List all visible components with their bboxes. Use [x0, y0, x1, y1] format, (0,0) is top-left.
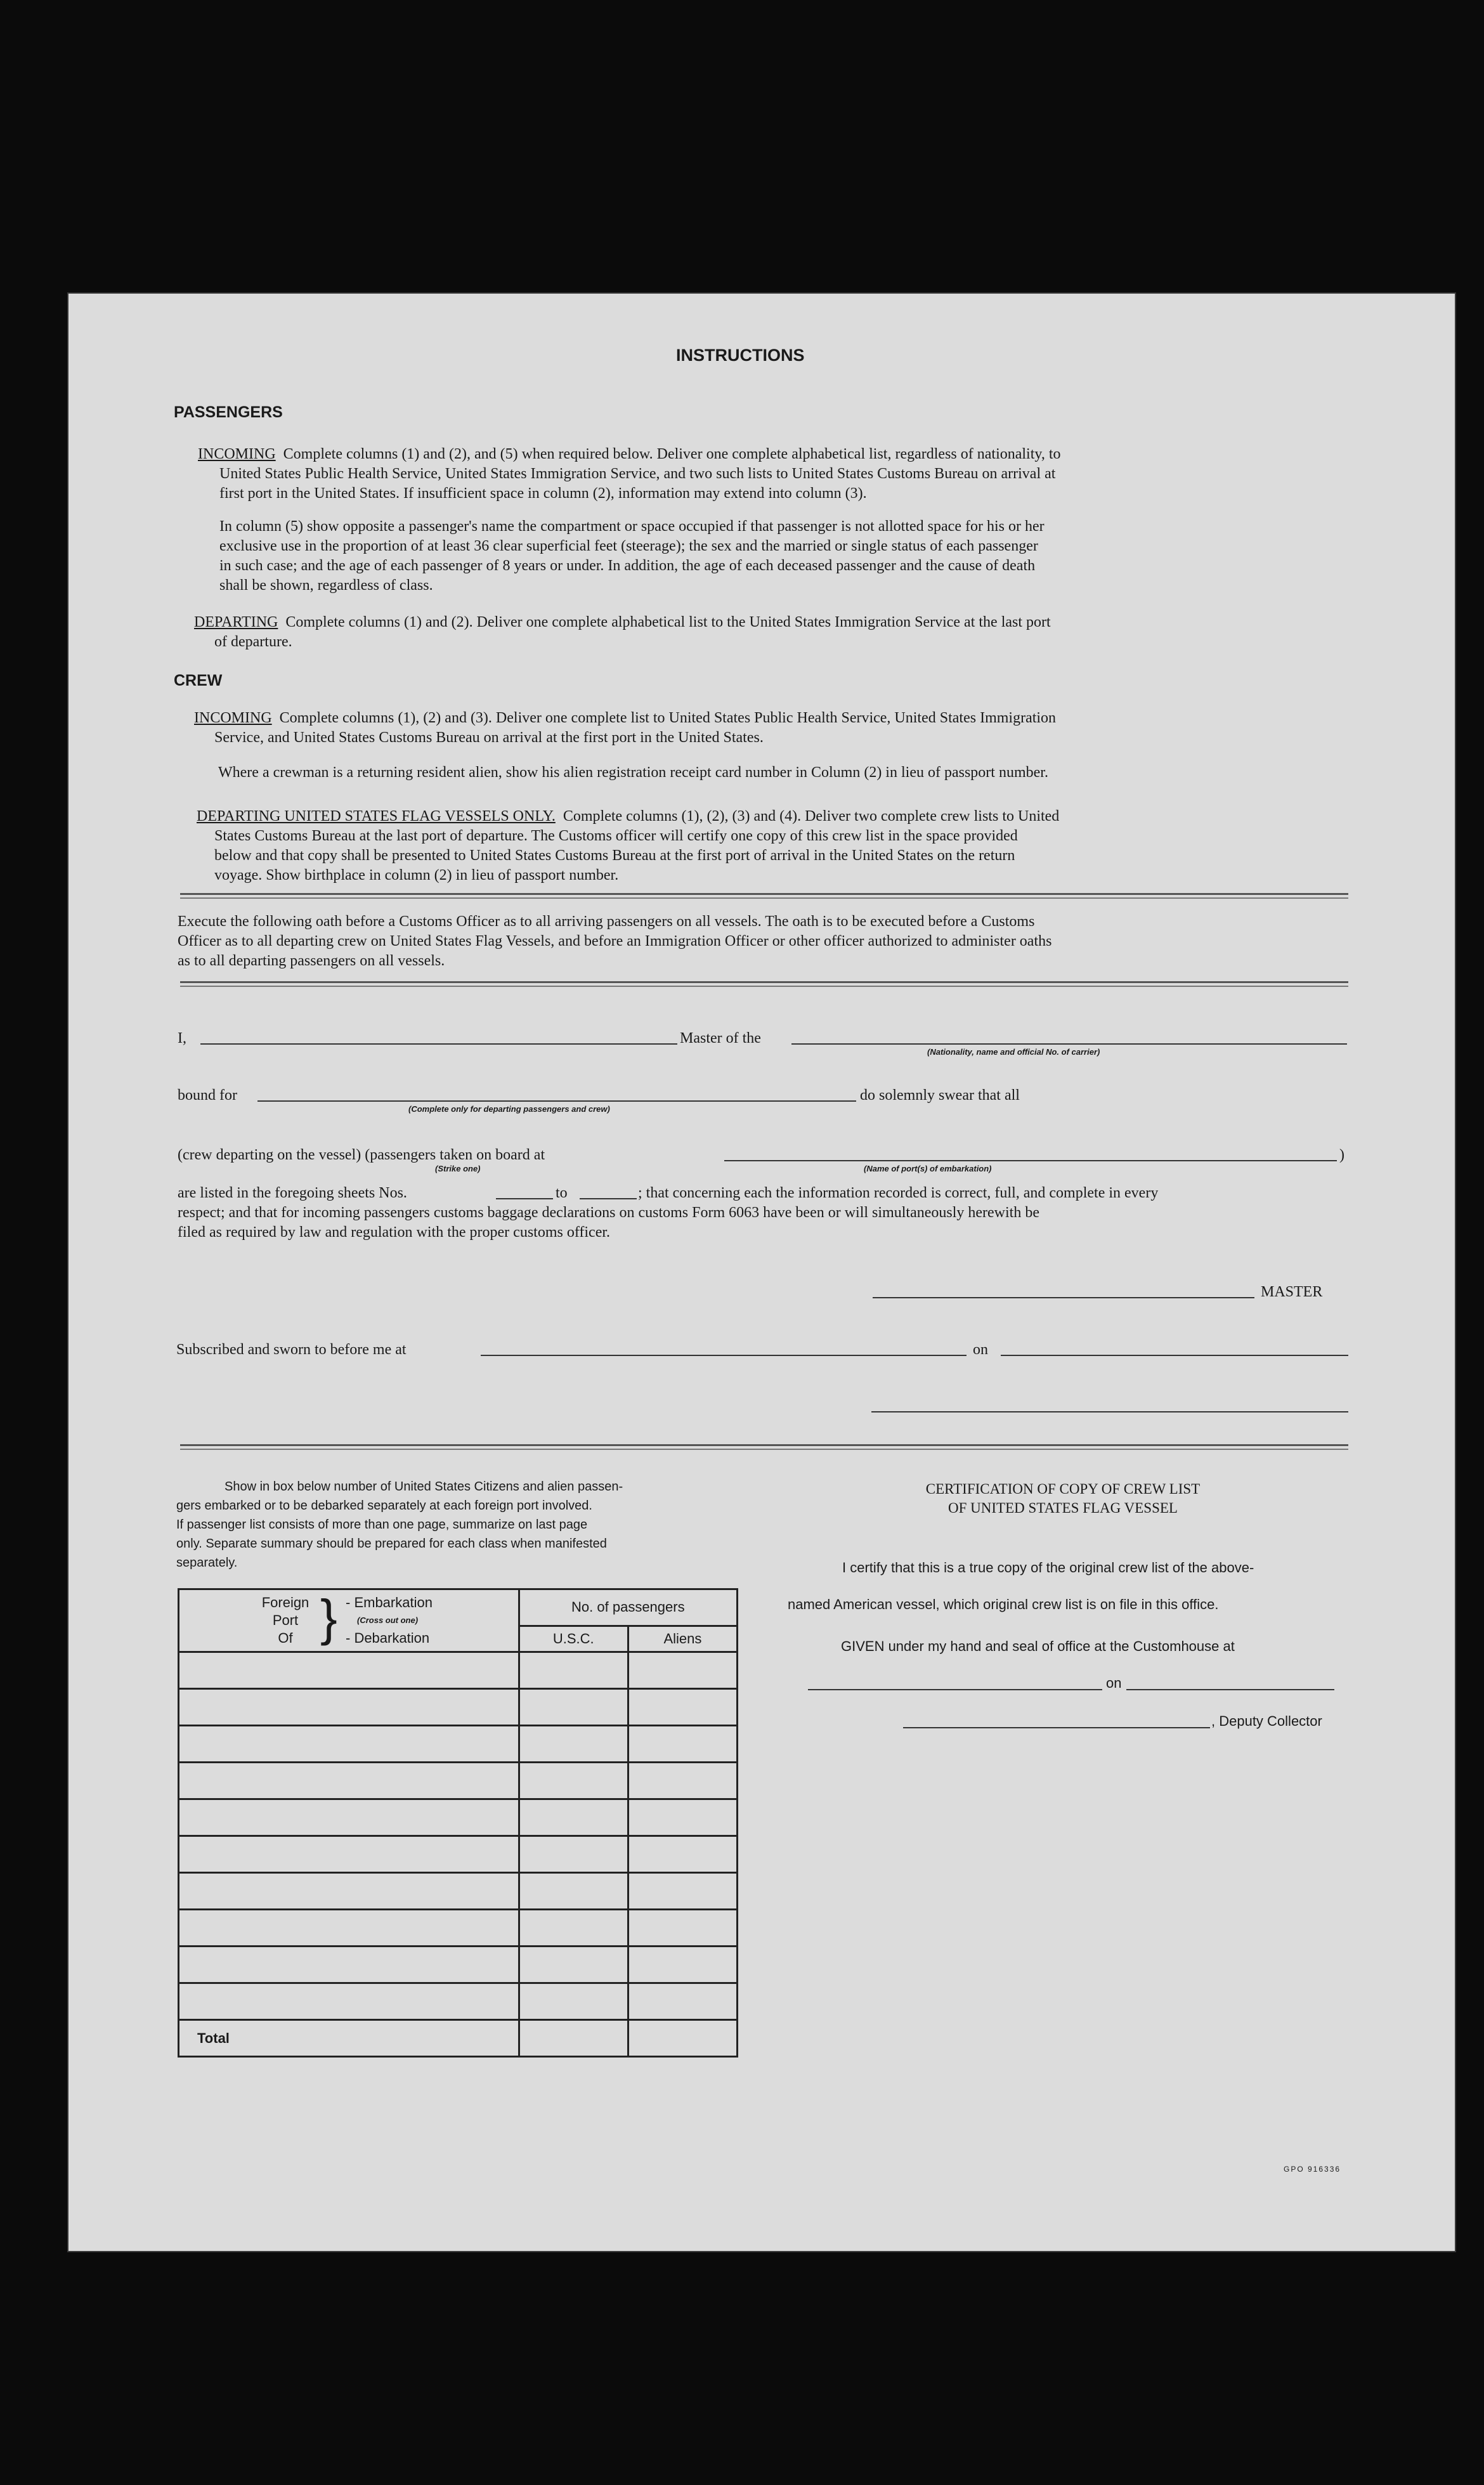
usc-cell[interactable] — [519, 1983, 628, 2020]
page-title: INSTRUCTIONS — [676, 346, 805, 365]
sworn-place-field[interactable] — [481, 1355, 967, 1356]
text-line: as to all departing passengers on all vessels. — [178, 953, 445, 969]
crew-heading: CREW — [174, 672, 223, 689]
customhouse-field[interactable] — [808, 1689, 1102, 1690]
text-line: voyage. Show birthplace in column (2) in lieu of passport number. — [214, 867, 619, 884]
text-line: only. Separate summary should be prepared for each class when manifested — [176, 1537, 607, 1551]
text-line: Complete columns (1) and (2), and (5) when required below. Deliver one complete alphabetical list, regardless of nationality, to — [283, 446, 1061, 462]
usc-cell[interactable] — [519, 1873, 628, 1910]
usc-cell[interactable] — [519, 1947, 628, 1983]
aliens-cell[interactable] — [628, 1763, 737, 1799]
port-cell[interactable] — [179, 1836, 519, 1873]
usc-total-cell[interactable] — [519, 2020, 628, 2057]
debarkation-label: - Debarkation — [346, 1630, 430, 1646]
crew-departing — [197, 807, 1059, 826]
text-line: OF UNITED STATES FLAG VESSEL — [948, 1500, 1178, 1516]
text-line: first port in the United States. If insufficient space in column (2), information may extend into column (3). — [219, 485, 867, 502]
text-line: shall be shown, regardless of class. — [219, 577, 433, 594]
total-label: Total — [179, 2020, 519, 2057]
port-cell[interactable] — [179, 1799, 519, 1836]
divider — [180, 981, 1348, 987]
aliens-cell[interactable] — [628, 1689, 737, 1726]
form-page — [67, 292, 1456, 2252]
passengers-header: No. of passengers — [519, 1589, 737, 1626]
embarkation-port-field[interactable] — [724, 1160, 1337, 1161]
port-cell[interactable] — [179, 1910, 519, 1947]
text-line: exclusive use in the proportion of at least 36 clear superficial feet (steerage); the sex and the married or single status of each passenger — [219, 538, 1038, 554]
certification-title — [803, 1480, 1323, 1518]
named-text: named American vessel, which original crew list is on file in this office. — [788, 1596, 1219, 1612]
deputy-signature-field[interactable] — [903, 1727, 1210, 1728]
carrier-field[interactable] — [791, 1043, 1347, 1045]
port-caption: (Name of port(s) of embarkation) — [864, 1164, 992, 1173]
text-line: United States Public Health Service, United States Immigration Service, and two such lists to United States Customs Bureau on arrival at — [219, 466, 1056, 482]
deputy-label: , Deputy Collector — [1211, 1713, 1322, 1729]
text-line: Service, and United States Customs Bureau on arrival at the first port in the United States. — [214, 729, 764, 746]
of-label: Of — [278, 1630, 293, 1646]
sworn-date-field[interactable] — [1001, 1355, 1348, 1356]
aliens-cell[interactable] — [628, 1726, 737, 1763]
text-line: in such case; and the age of each passenger of 8 years or under. In addition, the age of each deceased passenger and the cause of death — [219, 558, 1036, 574]
close-paren: ) — [1339, 1147, 1344, 1163]
aliens-cell[interactable] — [628, 1836, 737, 1873]
text-line: If passenger list consists of more than one page, summarize on last page — [176, 1518, 588, 1532]
listed-label: are listed in the foregoing sheets Nos. — [178, 1185, 407, 1201]
brace-icon: } — [320, 1589, 337, 1646]
subscribed-label: Subscribed and sworn to before me at — [176, 1341, 407, 1358]
text-line: Complete columns (1), (2), (3) and (4). Deliver two complete crew lists to United — [563, 808, 1060, 825]
text-line: Officer as to all departing crew on United States Flag Vessels, and before an Immigration Officer or other officer authorized to administer oaths — [178, 933, 1052, 949]
port-cell[interactable] — [179, 1763, 519, 1799]
incoming-label: INCOMING — [198, 446, 276, 462]
text-line: Show in box below number of United States Citizens and alien passen- — [225, 1480, 623, 1494]
crew-departing-label: (crew departing on the vessel) (passengers taken on board at — [178, 1147, 545, 1163]
oath-i-label: I, — [178, 1030, 186, 1047]
text-line: Where a crewman is a returning resident alien, show his alien registration receipt card number in Column (2) in lieu of passport number. — [218, 764, 1048, 781]
port-label: Port — [272, 1612, 299, 1628]
text-line: In column (5) show opposite a passenger's name the compartment or space occupied if that passenger is not allotted space for his or her — [219, 518, 1045, 535]
usc-cell[interactable] — [519, 1763, 628, 1799]
aliens-cell[interactable] — [628, 1947, 737, 1983]
usc-header: U.S.C. — [519, 1626, 628, 1652]
on-label: on — [973, 1341, 988, 1358]
master-of-label: Master of the — [680, 1030, 761, 1047]
master-label: MASTER — [1261, 1284, 1323, 1300]
text-line: gers embarked or to be debarked separately at each foreign port involved. — [176, 1499, 592, 1513]
bound-for-field[interactable] — [257, 1100, 856, 1102]
sheet-from-field[interactable] — [496, 1198, 553, 1199]
text-line: ; that concerning each the information recorded is correct, full, and complete in every — [638, 1185, 1159, 1201]
port-header — [179, 1589, 519, 1652]
embarkation-label: - Embarkation — [346, 1595, 433, 1610]
text-line: filed as required by law and regulation with the proper customs officer. — [178, 1224, 611, 1241]
swear-label: do solemnly swear that all — [860, 1087, 1020, 1104]
port-cell[interactable] — [179, 1873, 519, 1910]
port-cell[interactable] — [179, 1983, 519, 2020]
port-cell[interactable] — [179, 1652, 519, 1689]
departing-label: DEPARTING — [194, 614, 278, 630]
text-line: below and that copy shall be presented to United States Customs Bureau at the first port of arrival in the United States on the return — [214, 847, 1015, 864]
master-name-field[interactable] — [200, 1043, 677, 1045]
aliens-header: Aliens — [628, 1626, 737, 1652]
usc-cell[interactable] — [519, 1689, 628, 1726]
usc-cell[interactable] — [519, 1910, 628, 1947]
sheet-to-field[interactable] — [580, 1198, 637, 1199]
aliens-cell[interactable] — [628, 1652, 737, 1689]
strike-caption: (Strike one) — [435, 1164, 481, 1173]
text-line: Complete columns (1), (2) and (3). Deliver one complete list to United States Public Health Service, United States Immigration — [279, 710, 1057, 726]
text-line: Execute the following oath before a Customs Officer as to all arriving passengers on all vessels. The oath is to be executed before a Customs — [178, 913, 1035, 930]
text-line: separately. — [176, 1556, 238, 1570]
to-label: to — [556, 1185, 568, 1201]
master-signature-field[interactable] — [873, 1297, 1254, 1298]
divider — [180, 1444, 1348, 1450]
port-cell[interactable] — [179, 1947, 519, 1983]
aliens-total-cell[interactable] — [628, 2020, 737, 2057]
incoming-label: INCOMING — [194, 710, 272, 726]
given-text: GIVEN under my hand and seal of office at the Customhouse at — [841, 1638, 1235, 1654]
text-line: States Customs Bureau at the last port of departure. The Customs officer will certify one copy of this crew list in the space provided — [214, 828, 1018, 844]
text-line: respect; and that for incoming passengers customs baggage declarations on customs Form 6063 have been or will simultaneously herewith be — [178, 1204, 1039, 1221]
aliens-cell[interactable] — [628, 1910, 737, 1947]
port-cell[interactable] — [179, 1726, 519, 1763]
text-line: Complete columns (1) and (2). Deliver one complete alphabetical list to the United States Immigration Service at the last port — [285, 614, 1051, 630]
divider — [180, 893, 1348, 899]
ports-table — [178, 1588, 738, 2058]
bound-for-label: bound for — [178, 1087, 237, 1104]
usc-cell[interactable] — [519, 1652, 628, 1689]
aliens-cell[interactable] — [628, 1799, 737, 1836]
departing-label: DEPARTING UNITED STATES FLAG VESSELS ONLY. — [197, 808, 556, 825]
usc-cell[interactable] — [519, 1726, 628, 1763]
usc-cell[interactable] — [519, 1799, 628, 1836]
passengers-incoming — [198, 445, 1061, 464]
foreign-label: Foreign — [261, 1595, 309, 1610]
passengers-heading: PASSENGERS — [174, 403, 283, 421]
usc-cell[interactable] — [519, 1836, 628, 1873]
bound-caption: (Complete only for departing passengers and crew) — [408, 1104, 610, 1114]
officer-signature-field[interactable] — [871, 1411, 1348, 1412]
cross-out-caption: (Cross out one) — [357, 1615, 419, 1625]
summary-note — [176, 1477, 623, 1572]
crew-incoming — [194, 708, 1056, 728]
passengers-departing — [194, 613, 1051, 632]
cert-date-field[interactable] — [1126, 1689, 1334, 1690]
aliens-cell[interactable] — [628, 1983, 737, 2020]
text-line: CERTIFICATION OF COPY OF CREW LIST — [925, 1481, 1201, 1497]
text-line: of departure. — [214, 634, 292, 650]
cert-on-label: on — [1106, 1675, 1122, 1691]
port-cell[interactable] — [179, 1689, 519, 1726]
certify-text: I certify that this is a true copy of the original crew list of the above- — [842, 1560, 1254, 1575]
carrier-caption: (Nationality, name and official No. of carrier) — [927, 1047, 1100, 1057]
aliens-cell[interactable] — [628, 1873, 737, 1910]
gpo-code: GPO 916336 — [1284, 2165, 1341, 2174]
